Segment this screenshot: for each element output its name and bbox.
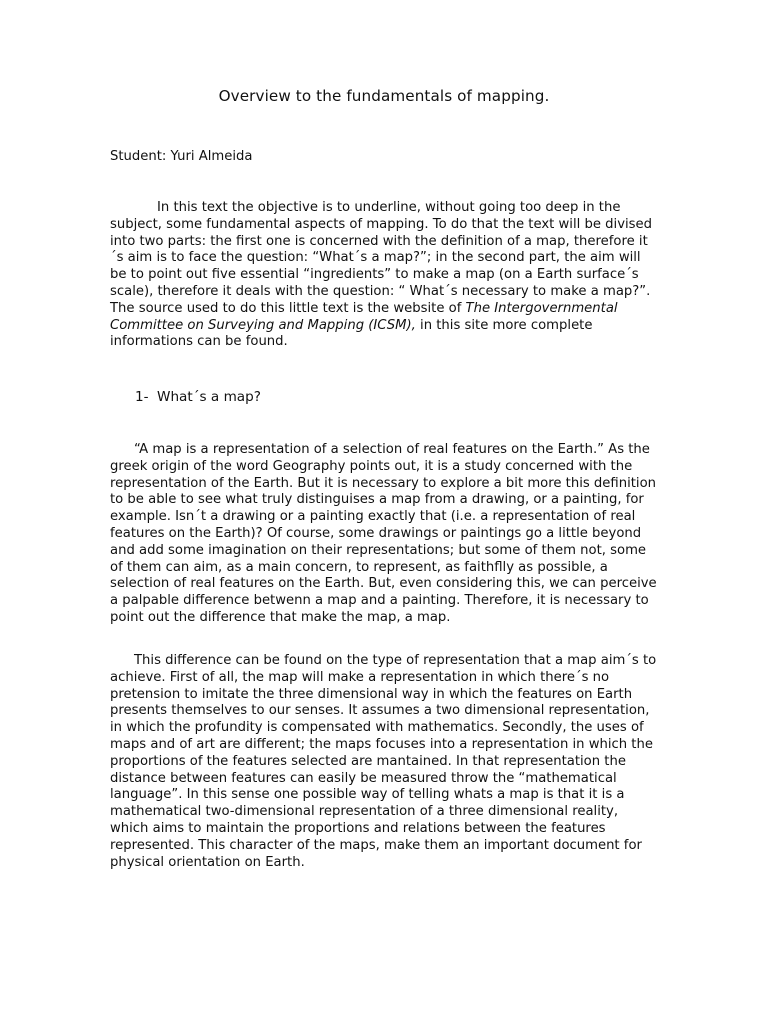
body-paragraph-2: This difference can be found on the type of representation that a map aim´s to achieve. First of all, the map will make a representation in which there´s no pretension to imitate the three dimensional way in which the features on Earth presents themselves to our senses. It assumes a two dimensional representation, in which the profundity is compensated with mathematics. Secondly, the uses of maps and of art are different; the maps focuses into a representation in which the proportions of the features selected are mantained. In that representation the distance between features can easily be measured throw the “mathematical language”. In this sense one possible way of telling whats a map is that it is a mathematical two-dimensional representation of a three dimensional reality, which aims to maintain the proportions and relations between the features represented. This character of the maps, make them an important document for physical orientation on Earth. xyxy=(110,653,657,870)
section-title: What´s a map? xyxy=(157,389,261,405)
section-heading xyxy=(135,388,261,406)
intro-text-start: In this text the objective is to underline, without going too deep in the subject, some fundamental aspects of mapping. To do that the text will be divised into two parts: the first one is concerned with the definition of a map, therefore it´s aim is to face the question: “What´s a map?”; in the second part, the aim will be to point out five essential “ingredients” to make a map (on a Earth surface´s scale), therefore it deals with the question: “ What´s necessary to make a map?”. The source used to do this little text is the website of xyxy=(110,200,653,316)
body-paragraph-1: “A map is a representation of a selection of real features on the Earth.” As the greek origin of the word Geography points out, it is a study concerned with the representation of the Earth. But it is necessary to explore a bit more this definition to be able to see what truly distinguises a map from a drawing, or a painting, for example. Isn´t a drawing or a painting exactly that (i.e. a representation of real features on the Earth)? Of course, some drawings or paintings go a little beyond and add some imagination on their representations; but some of them not, some of them can aim, as a main concern, to represent, as faithflly as possible, a selection of real features on the Earth. But, even considering this, we can perceive a palpable difference betwenn a map and a painting. Therefore, it is necessary to point out the difference that make the map, a map. xyxy=(110,442,657,625)
source-name-italic: The Intergovernmental Committee on Surveying and Mapping (ICSM), xyxy=(110,300,618,333)
intro-text-end: in this site more complete informations can be found. xyxy=(110,317,593,350)
student-name-line: Student: Yuri Almeida xyxy=(110,149,253,164)
intro-paragraph xyxy=(110,200,658,351)
section-number: 1- xyxy=(135,389,149,405)
document-title: Overview to the fundamentals of mapping. xyxy=(218,87,550,105)
